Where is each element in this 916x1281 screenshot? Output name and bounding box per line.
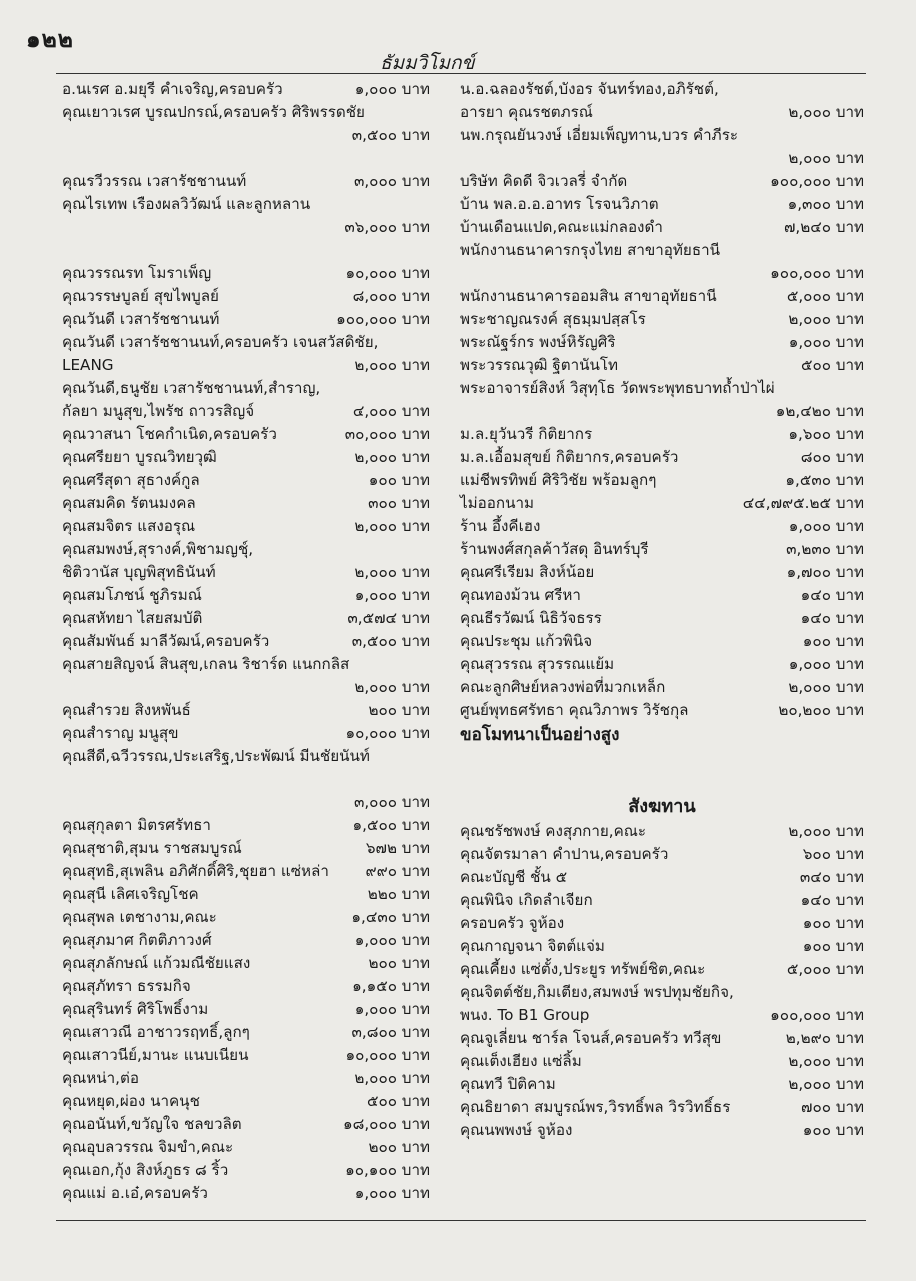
donation-amount: ๒,๐๐๐ บาท xyxy=(354,678,430,696)
donation-amount: ๑,๐๐๐ บาท xyxy=(788,333,864,351)
donor-entry xyxy=(460,285,864,308)
donor-entry xyxy=(62,308,430,331)
donation-amount: ๑๐๐ บาท xyxy=(802,914,864,932)
donor-name: คุณกาญจนา จิตต์แจ่ม xyxy=(460,937,605,955)
donation-amount: ๒๐,๒๐๐ บาท xyxy=(778,701,864,719)
donor-name: คุณทองม้วน ศรีหา xyxy=(460,586,581,604)
donor-name: พระณัฐร์กร พงษ์หิรัญศิริ xyxy=(460,333,616,351)
donation-amount: ๑๐๐,๐๐๐ บาท xyxy=(770,172,864,190)
donor-name: คุณสีดี,ฉวีวรรณ,ประเสริฐ,ประพัฒน์ มีนชัยนันท์ xyxy=(62,747,370,765)
donor-name: บริษัท คิดดี จิวเวลรี่ จำกัด xyxy=(460,172,628,190)
donor-entry xyxy=(62,262,430,285)
donor-name: บ้าน พล.อ.อ.อาทร โรจนวิภาต xyxy=(460,195,659,213)
donor-entry xyxy=(460,820,864,843)
donor-entry xyxy=(460,1119,864,1142)
donor-name: คุณศรีสุดา สุธางค์กูล xyxy=(62,471,200,489)
donation-amount: ๒๒๐ บาท xyxy=(367,885,430,903)
donor-name: คุณเยาวเรศ บูรณปกรณ์,ครอบครัว ศิริพรรดชัย xyxy=(62,103,365,121)
donor-entry xyxy=(62,607,430,630)
donor-name: ร้านพงศ์สกุลค้าวัสดุ อินทร์บุรี xyxy=(460,540,649,558)
donation-amount: ๑,๔๓๐ บาท xyxy=(351,908,430,926)
right-column xyxy=(460,78,864,1142)
donation-amount: ๑,๗๐๐ บาท xyxy=(786,563,864,581)
donation-amount: ๑๐๐ บาท xyxy=(802,632,864,650)
donor-name: คุณธีรวัฒน์ นิธิวัจธรร xyxy=(460,609,602,627)
donor-name: คุณเคี้ยง แซ่ตั้ง,ประยูร ทรัพย์ชิต,คณะ xyxy=(460,960,706,978)
donor-name: ครอบครัว จูห้อง xyxy=(460,914,565,932)
donor-name: ไม่ออกนาม xyxy=(460,494,535,512)
donor-entry xyxy=(62,929,430,952)
donor-name: แม่ชีพรทิพย์ ศิริวิชัย พร้อมลูกๆ xyxy=(460,471,657,489)
donation-amount: ๒,๐๐๐ บาท xyxy=(354,1069,430,1087)
donor-name: คุณหยุด,ผ่อง นาคนุช xyxy=(62,1092,200,1110)
donor-name: ร้าน อึ้งคีเฮง xyxy=(460,517,541,535)
donor-name: คุณวันดี เวสารัชชานนท์ xyxy=(62,310,220,328)
donation-amount: ๓,๕๗๔ บาท xyxy=(347,609,430,627)
spacer xyxy=(62,239,430,262)
donor-name: คุณเอก,กุ้ง สิงห์ภูธร ๘ ริ้ว xyxy=(62,1161,229,1179)
donor-name: อารยา คุณรชตภรณ์ xyxy=(460,103,593,121)
donation-amount: ๒,๐๐๐ บาท xyxy=(788,822,864,840)
donor-entry xyxy=(460,699,864,722)
donor-entry xyxy=(460,469,864,492)
donation-amount: ๑๐๐ บาท xyxy=(802,937,864,955)
donor-entry xyxy=(62,469,430,492)
donation-amount: ๑,๐๐๐ บาท xyxy=(354,1184,430,1202)
donor-entry xyxy=(460,1073,864,1096)
donor-name: คุณสมโภชน์ ชูภิรมณ์ xyxy=(62,586,202,604)
donation-amount: ๔๔,๗๙๕.๒๕ บาท xyxy=(742,494,864,512)
donor-entry xyxy=(460,308,864,331)
donor-entry xyxy=(62,699,430,722)
donor-name: คุณไรเทพ เรืองผลวิวัฒน์ และลูกหลาน xyxy=(62,195,311,213)
donor-entry xyxy=(460,889,864,912)
donation-amount: ๗๐๐ บาท xyxy=(801,1098,864,1116)
donor-name: คุณรวีวรรณ เวสารัชชานนท์ xyxy=(62,172,247,190)
donor-entry xyxy=(460,538,864,561)
donation-amount: ๒,๐๐๐ บาท xyxy=(354,563,430,581)
donor-entry xyxy=(460,630,864,653)
donor-entry xyxy=(62,1159,430,1182)
donor-name: คุณศรีเรียม สิงห์น้อย xyxy=(460,563,595,581)
donor-name: คุณสมคิด รัตนมงคล xyxy=(62,494,196,512)
donor-entry xyxy=(62,515,430,538)
donation-amount: ๒,๐๐๐ บาท xyxy=(788,103,864,121)
donor-name: คณะบัญชี ชั้น ๕ xyxy=(460,868,568,886)
donor-name: คุณสุรินทร์ ศิริโพธิ์งาม xyxy=(62,1000,209,1018)
donor-entry xyxy=(460,193,864,216)
donor-entry xyxy=(62,285,430,308)
donation-amount: ๑๔๐ บาท xyxy=(800,586,864,604)
donor-name: คุณสุภลักษณ์ แก้วมณีชัยแสง xyxy=(62,954,251,972)
running-title: ธัมมวิโมกข์ xyxy=(380,52,475,74)
donation-amount: ๑,๐๐๐ บาท xyxy=(354,931,430,949)
donation-amount: ๒๐๐ บาท xyxy=(368,954,430,972)
donor-name: พนักงานธนาคารออมสิน สาขาอุทัยธานี xyxy=(460,287,717,305)
donor-name: คุณวันดี เวสารัชชานนท์,ครอบครัว เจนสวัสดิชัย, xyxy=(62,333,379,351)
donation-amount: ๑,๐๐๐ บาท xyxy=(354,80,430,98)
donor-entry xyxy=(62,170,430,193)
donation-amount: ๒,๐๐๐ บาท xyxy=(354,356,430,374)
donation-amount: ๑,๖๐๐ บาท xyxy=(788,425,864,443)
donor-entry xyxy=(460,607,864,630)
donor-name: คุณอนันท์,ขวัญใจ ชลขวลิต xyxy=(62,1115,242,1133)
donor-entry xyxy=(62,1136,430,1159)
donor-name: คุณสหัทยา ไสยสมบัติ xyxy=(62,609,203,627)
donor-entry xyxy=(62,837,430,860)
donor-name: ชิติวานัส บุญพิสุทธินันท์ xyxy=(62,563,216,581)
donor-name: คุณจูเลี่ยน ชาร์ล โจนส์,ครอบครัว ทวีสุข xyxy=(460,1029,722,1047)
donor-name: คุณเสาวณี อาชาวรฤทธิ์,ลูกๆ xyxy=(62,1023,250,1041)
donation-amount: ๑๔๐ บาท xyxy=(800,609,864,627)
donation-amount: ๑๔๐ บาท xyxy=(800,891,864,909)
donor-entry xyxy=(460,354,864,377)
thanks-heading: ขอโมทนาเป็นอย่างสูง xyxy=(460,725,620,745)
donor-entry xyxy=(460,584,864,607)
donation-amount: ๗,๒๔๐ บาท xyxy=(783,218,864,236)
donation-amount: ๑๐,๐๐๐ บาท xyxy=(345,264,430,282)
donation-amount: ๙๙๐ บาท xyxy=(365,862,430,880)
donation-amount: ๑,๐๐๐ บาท xyxy=(788,655,864,673)
donor-name: คณะลูกศิษย์หลวงพ่อที่มวกเหล็ก xyxy=(460,678,666,696)
donor-entry xyxy=(460,653,864,676)
donor-name: คุณสัมพันธ์ มาลีวัฒน์,ครอบครัว xyxy=(62,632,270,650)
donor-name: คุณสุพล เตชางาม,คณะ xyxy=(62,908,217,926)
donation-amount: ๑๘,๐๐๐ บาท xyxy=(342,1115,430,1133)
left-column xyxy=(62,78,430,1205)
donor-name: คุณเต็งเฮียง แซ่ลิ้ม xyxy=(460,1052,582,1070)
donation-amount: ๑๐,๐๐๐ บาท xyxy=(345,1046,430,1064)
donor-name: พระชาญณรงค์ สุธมฺมปสฺสโร xyxy=(460,310,646,328)
donor-entry xyxy=(460,216,864,239)
donation-amount: ๓๖,๐๐๐ บาท xyxy=(344,218,430,236)
header-rule xyxy=(56,73,866,74)
donation-amount: ๔,๐๐๐ บาท xyxy=(352,402,430,420)
donation-amount: ๒,๐๐๐ บาท xyxy=(788,310,864,328)
donor-entry xyxy=(460,492,864,515)
donation-amount: ๖๗๒ บาท xyxy=(365,839,430,857)
donor-name: คุณทวี ปิติคาม xyxy=(460,1075,556,1093)
donation-amount: ๑,๐๐๐ บาท xyxy=(354,1000,430,1018)
donation-amount: ๑๐๐,๐๐๐ บาท xyxy=(770,264,864,282)
donor-name: อ.นเรศ อ.มยุรี คำเจริญ,ครอบครัว xyxy=(62,80,283,98)
donation-amount: ๑๐๐,๐๐๐ บาท xyxy=(336,310,430,328)
donor-name: คุณอุบลวรรณ จิมขำ,คณะ xyxy=(62,1138,234,1156)
donor-entry xyxy=(460,101,864,124)
donor-entry xyxy=(62,1113,430,1136)
donation-amount: ๑,๕๐๐ บาท xyxy=(352,816,430,834)
donor-entry xyxy=(460,1004,864,1027)
donor-name: คุณวรรณรท โมราเพ็ญ xyxy=(62,264,212,282)
donation-amount: ๓,๐๐๐ บาท xyxy=(353,172,430,190)
donor-entry xyxy=(460,170,864,193)
donor-name: พระอาจารย์สิงห์ วิสุทฺโธ วัดพระพุทธบาทถ้ำป่าไผ่ xyxy=(460,379,775,397)
donor-name: คุณธิยาดา สมบูรณ์พร,วิรทธิ์พล วิรวิทธิ์ธร xyxy=(460,1098,731,1116)
donation-amount: ๑๒,๔๒๐ บาท xyxy=(775,402,864,420)
donor-name: ศูนย์พุทธศรัทธา คุณวิภาพร วิรัชกุล xyxy=(460,701,689,719)
donor-name: คุณพินิจ เกิดลำเจียก xyxy=(460,891,593,909)
donation-amount: ๖๐๐ บาท xyxy=(802,845,864,863)
donor-entry xyxy=(62,400,430,423)
donor-entry xyxy=(62,998,430,1021)
spacer xyxy=(460,771,864,794)
donor-name: พนักงานธนาคารกรุงไทย สาขาอุทัยธานี xyxy=(460,241,721,259)
donor-name: พนง. To B1 Group xyxy=(460,1006,590,1024)
donor-entry xyxy=(62,883,430,906)
donation-amount: ๑,๓๐๐ บาท xyxy=(787,195,864,213)
donor-entry xyxy=(460,1027,864,1050)
donor-name: ม.ล.เอื้อมสุขย์ กิติยากร,ครอบครัว xyxy=(460,448,679,466)
donor-name: คุณวรรษบูลย์ สุขไพบูลย์ xyxy=(62,287,219,305)
donation-amount: ๓,๘๐๐ บาท xyxy=(351,1023,430,1041)
donor-entry xyxy=(62,78,430,101)
donor-name: LEANG xyxy=(62,356,114,374)
donor-name: คุณสุชาติ,สุมน ราชสมบูรณ์ xyxy=(62,839,242,857)
donation-amount: ๒,๐๐๐ บาท xyxy=(788,1052,864,1070)
donation-amount: ๕๐๐ บาท xyxy=(366,1092,430,1110)
donor-name: คุณประชุม แก้วพินิจ xyxy=(460,632,593,650)
donor-entry xyxy=(460,1096,864,1119)
donor-entry xyxy=(62,1044,430,1067)
donation-amount: ๑๐,๑๐๐ บาท xyxy=(345,1161,430,1179)
donor-name: คุณสายสิญจน์ สินสุข,เกลน ริชาร์ด แนกกลิส xyxy=(62,655,350,673)
donor-entry xyxy=(460,676,864,699)
donor-name: คุณศรียยา บูรณวิทยวุฒิ xyxy=(62,448,217,466)
donor-entry xyxy=(460,843,864,866)
donor-entry xyxy=(62,492,430,515)
donation-amount: ๓,๒๓๐ บาท xyxy=(786,540,864,558)
donor-name: คุณสุนี เลิศเจริญโชค xyxy=(62,885,199,903)
donor-name: คุณหน่า,ต่อ xyxy=(62,1069,139,1087)
donation-amount: ๑,๐๐๐ บาท xyxy=(788,517,864,535)
donation-amount: ๒,๐๐๐ บาท xyxy=(354,448,430,466)
donation-amount: ๑,๑๕๐ บาท xyxy=(352,977,430,995)
donor-entry xyxy=(460,331,864,354)
donor-name: คุณสำราญ มนูสุข xyxy=(62,724,179,742)
donor-entry xyxy=(62,354,430,377)
donation-amount: ๘,๐๐๐ บาท xyxy=(352,287,430,305)
donor-entry xyxy=(460,515,864,538)
donor-entry xyxy=(62,630,430,653)
donor-name: คุณเสาวนีย์,มานะ แนบเนียน xyxy=(62,1046,249,1064)
donor-entry xyxy=(460,935,864,958)
donation-amount: ๓,๕๐๐ บาท xyxy=(351,632,430,650)
donation-amount: ๒,๒๙๐ บาท xyxy=(785,1029,864,1047)
donor-name: คุณสมพงษ์,สุรางค์,พิชามญชุ์, xyxy=(62,540,254,558)
donor-entry xyxy=(62,446,430,469)
donor-entry xyxy=(62,1067,430,1090)
donor-entry xyxy=(62,975,430,998)
donor-name: คุณชรัชพงษ์ คงสุภกาย,คณะ xyxy=(460,822,647,840)
spacer xyxy=(460,748,864,771)
donation-amount: ๑,๕๓๐ บาท xyxy=(785,471,864,489)
section-heading: สังฆทาน xyxy=(628,796,696,817)
donor-name: กัลยา มนูสุข,ไพรัช ถาวรสิญจ์ xyxy=(62,402,255,420)
donor-entry xyxy=(460,912,864,935)
donor-name: นพ.กรุณยันวงษ์ เอี่ยมเพ็ญทาน,บวร คำภีระ xyxy=(460,126,739,144)
donation-amount: ๕,๐๐๐ บาท xyxy=(786,287,864,305)
donor-name: คุณจิตต์ชัย,กิมเตียง,สมพงษ์ พรปทุมชัยกิจ, xyxy=(460,983,734,1001)
donation-amount: ๓๔๐ บาท xyxy=(799,868,864,886)
donor-entry xyxy=(62,423,430,446)
donor-entry xyxy=(62,722,430,745)
donation-amount: ๕๐๐ บาท xyxy=(800,356,864,374)
donor-name: คุณวาสนา โชคกำเนิด,ครอบครัว xyxy=(62,425,277,443)
donation-amount: ๘๐๐ บาท xyxy=(800,448,864,466)
donor-name: คุณจัตรมาลา คำปาน,ครอบครัว xyxy=(460,845,669,863)
donor-name: คุณสุกุลตา มิตรศรัทธา xyxy=(62,816,211,834)
donation-amount: ๓,๕๐๐ บาท xyxy=(351,126,430,144)
donor-entry xyxy=(460,561,864,584)
donor-name: คุณสุวรรณ สุวรรณแย้ม xyxy=(460,655,615,673)
donation-amount: ๑๐๐ บาท xyxy=(368,471,430,489)
donation-amount: ๑๐,๐๐๐ บาท xyxy=(345,724,430,742)
donation-amount: ๒,๐๐๐ บาท xyxy=(788,149,864,167)
donor-name: คุณนพพงษ์ จูห้อง xyxy=(460,1121,573,1139)
donor-name: คุณแม่ อ.เอ๋,ครอบครัว xyxy=(62,1184,208,1202)
donor-name: คุณสุทธิ,สุเพลิน อภิศักดิ์ศิริ,ชุยฮา แซ่หล่า xyxy=(62,862,329,880)
donor-entry xyxy=(62,814,430,837)
donation-amount: ๒,๐๐๐ บาท xyxy=(354,517,430,535)
donor-entry xyxy=(460,866,864,889)
donor-name: คุณวันดี,ธนูชัย เวสารัชชานนท์,สำราญ, xyxy=(62,379,321,397)
donor-name: พระวรรณวุฒิ ฐิตานันโท xyxy=(460,356,619,374)
donation-amount: ๓,๐๐๐ บาท xyxy=(353,793,430,811)
donor-entry xyxy=(62,1021,430,1044)
donation-amount: ๕,๐๐๐ บาท xyxy=(786,960,864,978)
donor-name: คุณสุภัทรา ธรรมกิจ xyxy=(62,977,191,995)
donor-entry xyxy=(460,446,864,469)
donor-entry xyxy=(62,906,430,929)
donor-name: คุณสำรวย สิงหพันธ์ xyxy=(62,701,191,719)
footer-rule xyxy=(56,1220,866,1221)
donation-amount: ๒,๐๐๐ บาท xyxy=(788,678,864,696)
donor-entry xyxy=(62,1090,430,1113)
donation-amount: ๑๐๐ บาท xyxy=(802,1121,864,1139)
donor-entry xyxy=(62,561,430,584)
donor-entry xyxy=(62,584,430,607)
donation-amount: ๓๐,๐๐๐ บาท xyxy=(344,425,430,443)
spacer xyxy=(62,147,430,170)
donation-amount: ๓๐๐ บาท xyxy=(368,494,430,512)
page-number: ๑๒๒ xyxy=(26,27,74,53)
donor-entry xyxy=(460,958,864,981)
donation-amount: ๒,๐๐๐ บาท xyxy=(788,1075,864,1093)
donor-entry xyxy=(62,1182,430,1205)
donor-name: น.อ.ฉลองรัชต์,บังอร จันทร์ทอง,อภิรัชต์, xyxy=(460,80,719,98)
donation-amount: ๒๐๐ บาท xyxy=(368,1138,430,1156)
donor-name: ม.ล.ยุวันวรี กิติยากร xyxy=(460,425,593,443)
donor-entry xyxy=(62,860,430,883)
spacer xyxy=(62,768,430,791)
donation-amount: ๑,๐๐๐ บาท xyxy=(354,586,430,604)
donor-name: คุณสุภมาศ กิตติภาวงศ์ xyxy=(62,931,212,949)
donation-amount: ๒๐๐ บาท xyxy=(368,701,430,719)
donor-entry xyxy=(460,1050,864,1073)
donor-name: คุณสมจิตร แสงอรุณ xyxy=(62,517,196,535)
donor-name: บ้านเดือนแปด,คณะแม่กลองดำ xyxy=(460,218,663,236)
donor-entry xyxy=(460,423,864,446)
donation-amount: ๑๐๐,๐๐๐ บาท xyxy=(770,1006,864,1024)
donor-entry xyxy=(62,952,430,975)
